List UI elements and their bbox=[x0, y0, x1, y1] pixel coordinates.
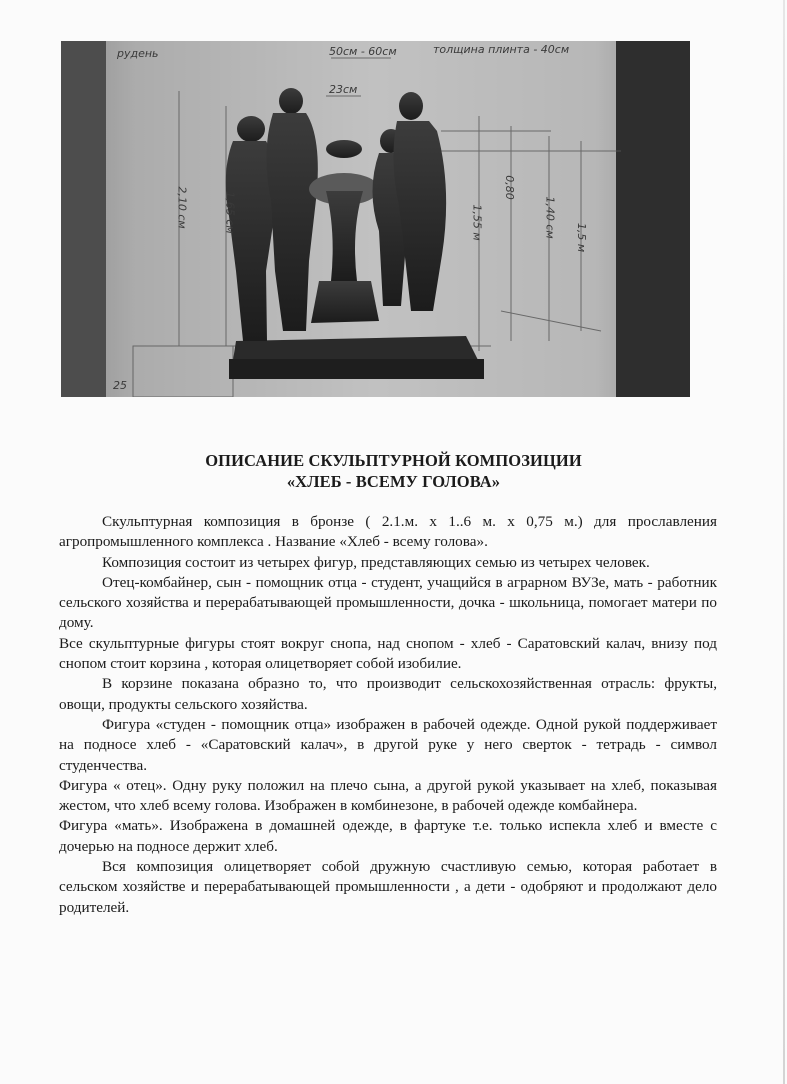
annotation-bottom-left: 25 bbox=[113, 379, 127, 392]
annotation-h1: 2,10 см bbox=[175, 186, 189, 229]
annotation-h3: 1,55 м bbox=[470, 204, 484, 241]
sculpture-image bbox=[61, 41, 690, 397]
document-title-line1: ОПИСАНИЕ СКУЛЬПТУРНОЙ КОМПОЗИЦИИ bbox=[205, 451, 582, 470]
paragraph: Фигура «студен - помощник отца» изображен в рабочей одежде. Одной рукой поддерживает на подносе хлеб - «Саратовский калач», в другой руке у него сверток - тетрадь - символ студенчества. bbox=[59, 715, 717, 774]
paragraph: Вся композиция олицетворяет собой дружную счастливую семью, которая работает в сельском хозяйстве и перерабатывающей промышленности , а дети - одобряют и продолжают дело родителей. bbox=[59, 858, 717, 916]
paragraph: В корзине показана образно то, что производит сельскохозяйственная отрасль: фрукты, овощи, продукты сельского хозяйства. bbox=[59, 675, 717, 713]
paragraph: Отец-комбайнер, сын - помощник отца - студент, учащийся в аграрном ВУЗе, мать - работник сельского хозяйства и перерабатывающей промышленности, дочка - школьница, помогает матери по дому. bbox=[59, 573, 717, 632]
scan-edge bbox=[783, 0, 785, 1084]
annotation-inner-width: 23см bbox=[329, 83, 358, 96]
annotation-h4: 0,80 bbox=[502, 175, 516, 200]
annotation-top-width: 50см - 60см bbox=[329, 45, 397, 58]
paragraph: Все скульптурные фигуры стоят вокруг снопа, над снопом - хлеб - Саратовский калач, внизу под снопом стоит корзина , которая олицетворяет собой изобилие. bbox=[59, 634, 717, 673]
paragraph: Фигура «мать». Изображена в домашней одежде, в фартуке т.е. только испекла хлеб и вместе с дочерью на подносе держит хлеб. bbox=[59, 817, 717, 855]
annotation-top-note: толщина плинта - 40см bbox=[433, 43, 570, 56]
sculpture-photo bbox=[61, 41, 690, 397]
paragraph: Фигура « отец». Одну руку положил на плечо сына, а другой рукой указывает на хлеб, показывая жестом, что хлеб всему голова. Изображен в комбинезоне, в рабочей одежде комбайнера. bbox=[59, 776, 717, 815]
annotation-h6: 1,5 м bbox=[575, 222, 589, 253]
annotation-h2: 1,65 см bbox=[223, 191, 237, 234]
paragraph: Скульптурная композиция в бронзе ( 2.1.м. х 1..6 м. х 0,75 м.) для прославления агропромышленного комплекса . Название «Хлеб - всему голова». bbox=[59, 513, 717, 551]
annotation-h5: 1,40 см bbox=[543, 196, 557, 239]
paragraph: Композиция состоит из четырех фигур, представляющих семью из четырех человек. bbox=[102, 553, 650, 571]
document-body bbox=[59, 512, 717, 918]
document-title-line2: «ХЛЕБ - ВСЕМУ ГОЛОВА» bbox=[286, 472, 501, 491]
annotation-top-left: рудень bbox=[117, 47, 159, 60]
